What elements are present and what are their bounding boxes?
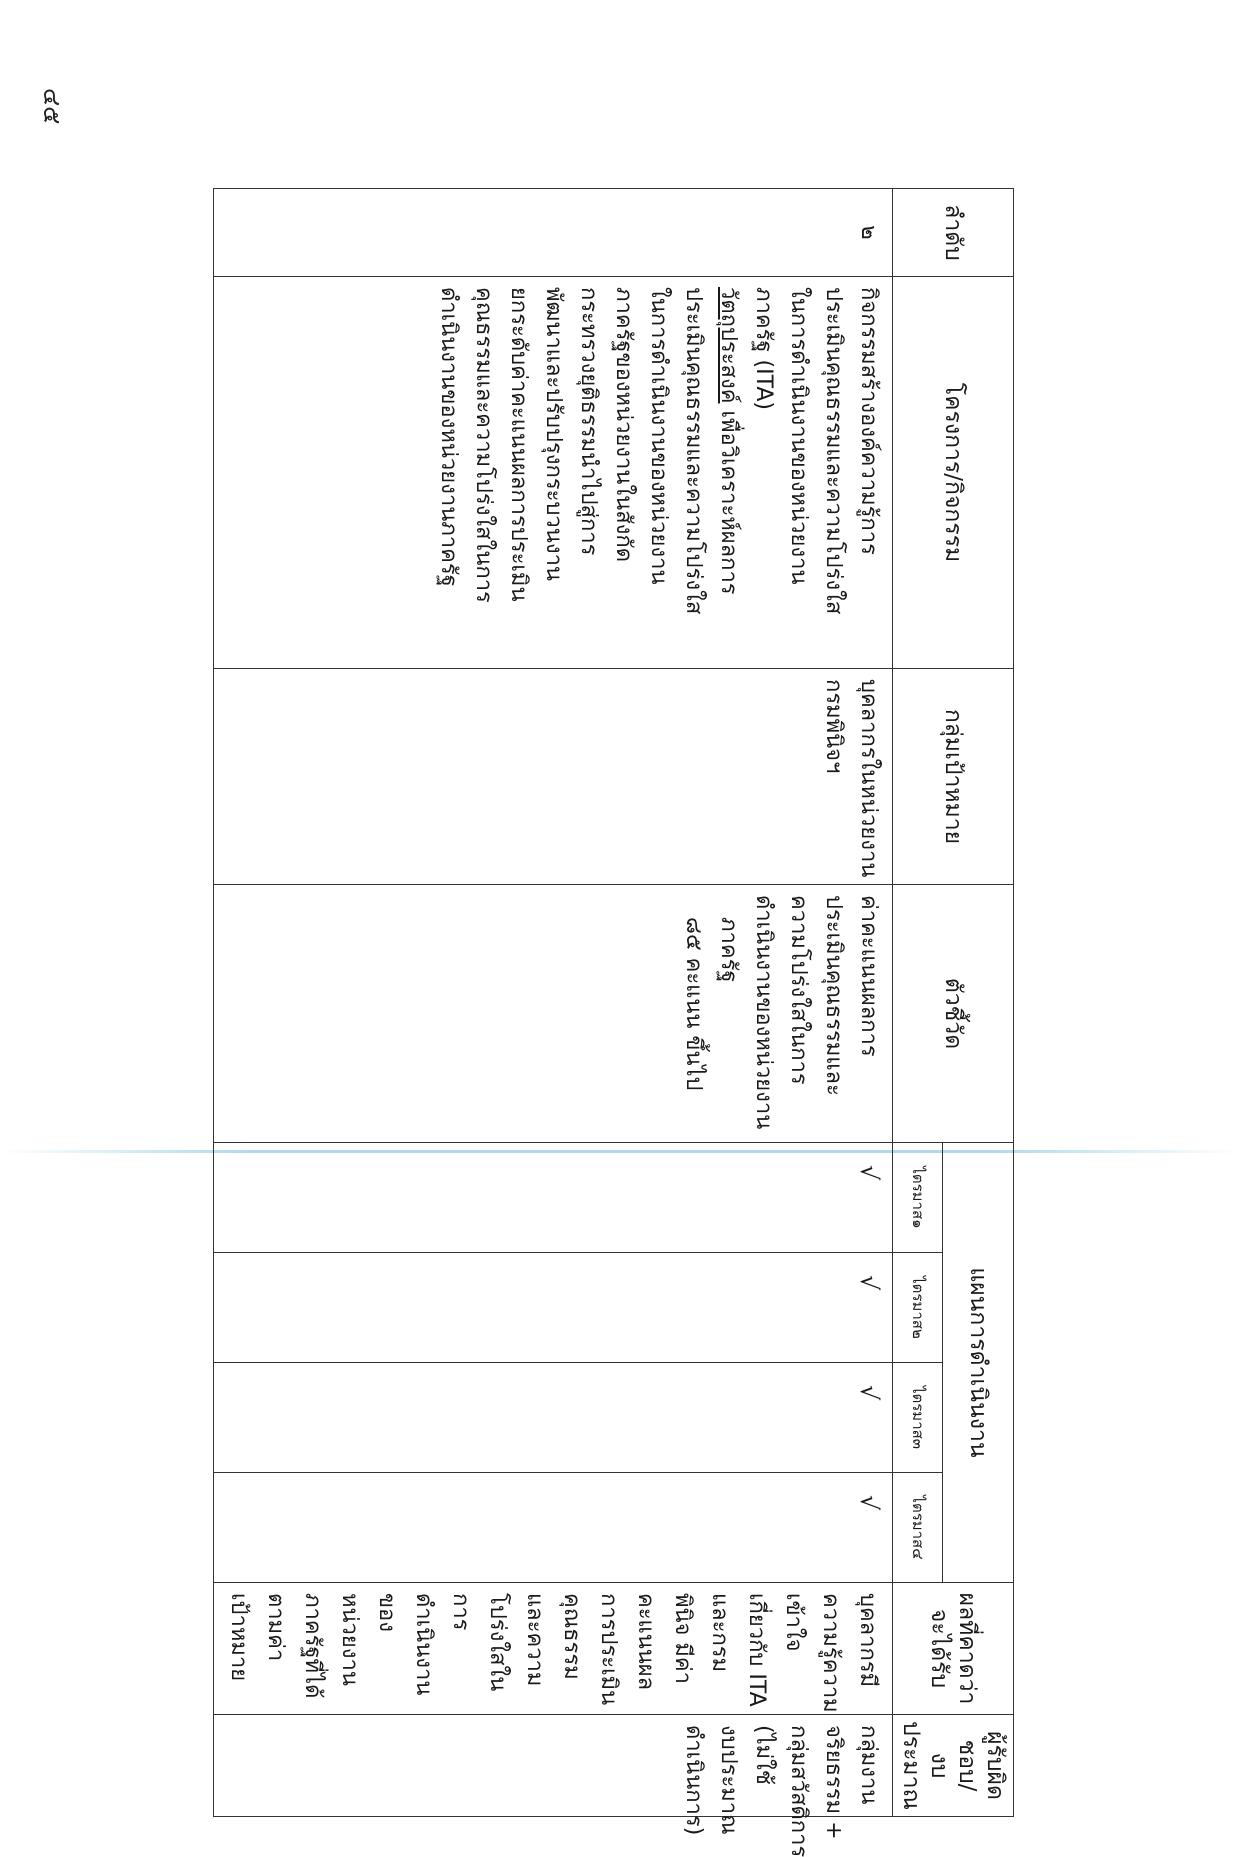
- indicator-line: ๘๕ คะแนน ขึ้นไป: [681, 917, 706, 1091]
- expected-line: ของ: [374, 1593, 399, 1632]
- cell-quarter-3: [214, 1363, 893, 1473]
- indicator-line: ดำเนินงานของหน่วยงาน: [751, 895, 776, 1130]
- responsible-line: (ไม่ใช้: [751, 1725, 776, 1785]
- header-indicator: ตัวชี้วัด: [893, 885, 1014, 1143]
- indicator-line: ความโปร่งใสในการ: [786, 895, 811, 1085]
- check-mark-icon: √: [855, 1275, 883, 1291]
- cell-quarter-4: [214, 1473, 893, 1583]
- objective-line: ยกระดับค่าคะแนนผลการประเมิน: [506, 287, 531, 602]
- expected-line: หน่วยงาน: [337, 1593, 362, 1686]
- expected-line: โปร่งใสใน: [485, 1593, 510, 1692]
- expected-line: การ: [448, 1593, 473, 1631]
- header-quarter-2: ไตรมาส๒: [893, 1253, 943, 1363]
- objective-label: วัตถุประสงค์: [716, 287, 741, 404]
- expected-line: เป้าหมาย: [226, 1593, 251, 1682]
- cell-target: [214, 669, 893, 885]
- expected-line: และกรม: [707, 1593, 732, 1673]
- check-mark-icon: √: [855, 1165, 883, 1181]
- responsible-line: ดำเนินการ): [681, 1725, 706, 1836]
- header-expected-line: ผลที่คาดว่า: [954, 1592, 980, 1705]
- target-line: กรมพินิจฯ: [821, 679, 846, 774]
- project-line: กิจกรรมสร้างองค์ความรู้การ: [856, 287, 881, 555]
- header-quarter-1: ไตรมาส๑: [893, 1143, 943, 1253]
- expected-line: เข้าใจ: [781, 1593, 806, 1652]
- responsible-line: กลุ่มสวัสดิการ: [786, 1725, 811, 1857]
- expected-line: พินิจ มีค่า: [670, 1593, 695, 1684]
- header-expected-line: จะได้รับ: [926, 1608, 952, 1689]
- expected-line: ดำเนินงาน: [411, 1593, 436, 1696]
- check-mark-icon: √: [855, 1385, 883, 1401]
- header-order: ลำดับ: [893, 189, 1014, 277]
- expected-line: ภาครัฐที่ได้: [300, 1593, 325, 1699]
- objective-line: พัฒนาและปรับปรุงกระบวนงาน: [541, 287, 566, 581]
- rotated-page: [226, 188, 1014, 1857]
- cell-indicator: [214, 885, 893, 1143]
- check-mark-icon: √: [855, 1495, 883, 1511]
- page-number: ๔๕: [38, 88, 66, 125]
- cell-quarter-1: [214, 1143, 893, 1253]
- table-row: [214, 189, 893, 1817]
- project-line: ประเมินคุณธรรมและความโปร่งใส: [821, 287, 846, 615]
- objective-line: กระทรวงยุติธรรมนำไปสู่การ: [576, 287, 601, 556]
- cell-quarter-2: [214, 1253, 893, 1363]
- expected-line: การประเมิน: [596, 1593, 621, 1706]
- header-quarter-3: ไตรมาส๓: [893, 1363, 943, 1473]
- cell-order: ๒: [214, 189, 893, 277]
- indicator-line: ค่าคะแนนผลการ: [856, 895, 881, 1057]
- project-line: ภาครัฐ (ITA): [751, 287, 776, 410]
- objective-line: ในการดำเนินงานของหน่วยงาน: [646, 287, 671, 585]
- project-line: ในการดำเนินงานของหน่วยงาน: [786, 287, 811, 585]
- header-quarter-4: ไตรมาส๔: [893, 1473, 943, 1583]
- cell-expected: [214, 1583, 893, 1715]
- objective-line: [711, 287, 746, 658]
- activity-plan-table: [213, 188, 1014, 1857]
- header-responsible: [893, 1715, 1014, 1817]
- target-line: บุคลากรในหน่วยงาน: [856, 679, 881, 878]
- expected-line: และความ: [522, 1593, 547, 1687]
- objective-line: ดำเนินงานของหน่วยงานภาครัฐ: [436, 287, 461, 587]
- responsible-line: จริยธรรม +: [821, 1725, 846, 1840]
- expected-line: คุณธรรม: [559, 1593, 584, 1680]
- expected-line: ตามค่า: [263, 1593, 288, 1662]
- expected-line: เกี่ยวกับ ITA: [744, 1593, 769, 1707]
- objective-line: คุณธรรมและความโปร่งใสในการ: [471, 287, 496, 603]
- expected-line: คะแนนผล: [633, 1593, 658, 1691]
- header-target: กลุ่มเป้าหมาย: [893, 669, 1014, 885]
- header-plan: แผนการดำเนินงาน: [943, 1143, 1014, 1583]
- header-responsible-line: ผู้รับผิดชอบ/: [954, 1731, 1008, 1800]
- header-expected: [893, 1583, 1014, 1715]
- indicator-line: ภาครัฐ: [716, 917, 741, 983]
- objective-text: เพื่อวิเคราะห์ผลการ: [716, 403, 741, 595]
- expected-line: บุคลากรมี: [855, 1593, 880, 1688]
- responsible-line: งบประมาณ: [716, 1725, 741, 1835]
- objective-line: ประเมินคุณธรรมและความโปร่งใส: [681, 287, 706, 615]
- header-project: โครงการ/กิจกรรม: [893, 277, 1014, 669]
- objective-line: ภาครัฐของหน่วยงานในสังกัด: [611, 287, 636, 562]
- cell-project: [214, 277, 893, 669]
- cell-responsible: [214, 1715, 893, 1857]
- expected-line: ความรู้ความ: [818, 1593, 843, 1713]
- responsible-line: กลุ่มงาน: [856, 1725, 881, 1805]
- indicator-line: ประเมินคุณธรรมและ: [821, 895, 846, 1096]
- header-responsible-line: งบประมาณ: [898, 1721, 952, 1810]
